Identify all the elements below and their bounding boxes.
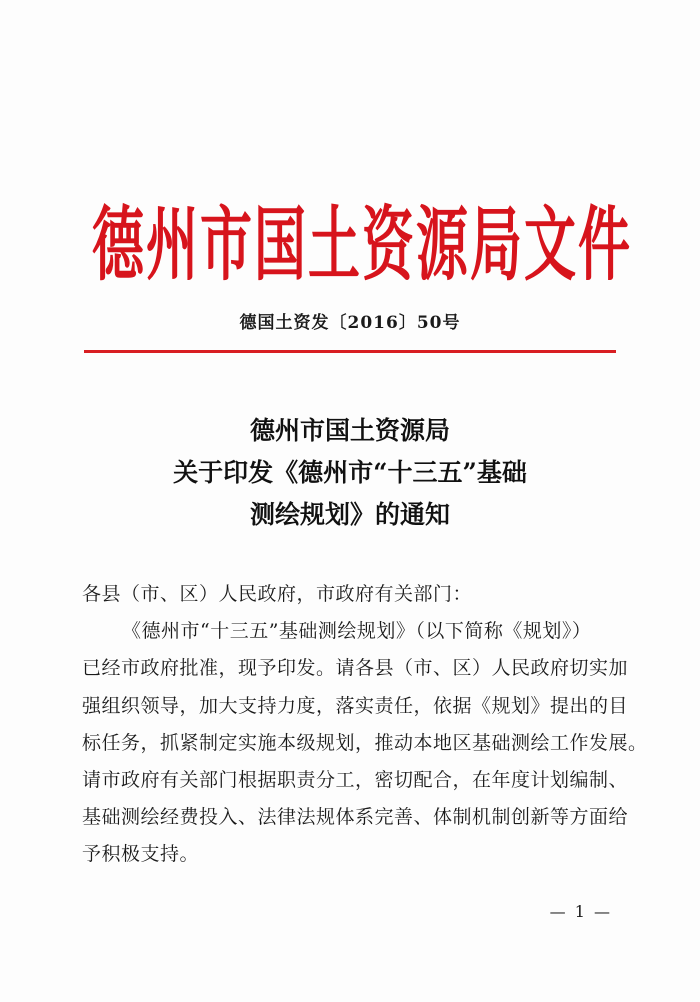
salutation: 各县（市、区）人民政府，市政府有关部门： [82, 583, 473, 605]
paragraph-line-2: 已经市政府批准，现予印发。请各县（市、区）人民政府切实加 [82, 657, 629, 680]
paragraph-line-4: 标任务，抓紧制定实施本级规划，推动本地区基础测绘工作发展。 [82, 731, 648, 754]
subject-line-3: 测绘规划》的通知 [249, 500, 450, 529]
page-number: — 1 — [549, 902, 612, 921]
paragraph-line-5: 请市政府有关部门根据职责分工，密切配合，在年度计划编制、 [82, 769, 629, 792]
document-number: 德国土资发〔2016〕50号 [239, 313, 461, 333]
document-subject [0, 410, 700, 536]
document-body [82, 576, 648, 874]
paragraph-line-3: 强组织领导，加大支持力度，落实责任，依据《规划》提出的目 [82, 694, 629, 717]
paragraph-line-1: 《德州市“十三五”基础测绘规划》（以下简称《规划》） [122, 620, 592, 643]
subject-line-2: 关于印发《德州市“十三五”基础 [173, 458, 527, 487]
paragraph-line-6: 基础测绘经费投入、法律法规体系完善、体制机制创新等方面给 [82, 806, 629, 829]
red-divider-line [84, 350, 616, 353]
subject-line-1: 德州市国土资源局 [249, 416, 450, 445]
paragraph-line-7: 予积极支持。 [82, 843, 200, 866]
document-header-title: 德州市国土资源局文件 [92, 198, 633, 293]
